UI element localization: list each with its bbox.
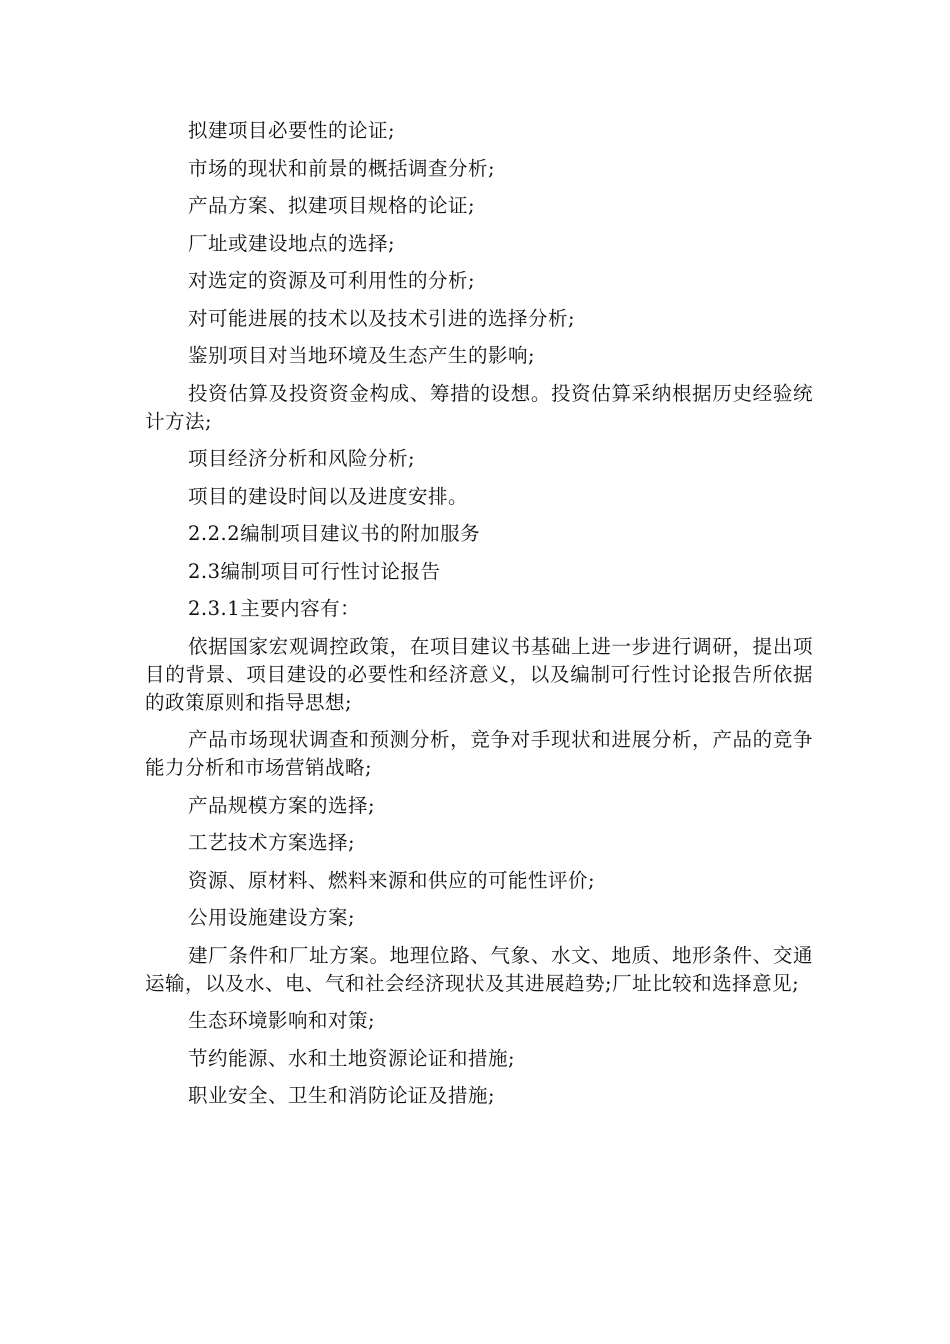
paragraph-raw-materials: 资源、原材料、燃料来源和供应的可能性评价; — [188, 868, 596, 892]
paragraph-public-facilities: 公用设施建设方案; — [188, 906, 356, 929]
paragraph-energy-saving: 节约能源、水和土地资源论证和措施; — [188, 1046, 516, 1070]
section-heading-2-3: 2.3编制项目可行性讨论报告 — [188, 559, 441, 583]
section-heading-2-3-1: 2.3.1主要内容有： — [188, 597, 361, 620]
document-body — [145, 117, 813, 1120]
paragraph-ecology: 生态环境影响和对策; — [188, 1009, 376, 1032]
paragraph-occupational-safety: 职业安全、卫生和消防论证及措施; — [188, 1084, 496, 1107]
paragraph-process-technology: 工艺技术方案选择; — [188, 831, 356, 854]
paragraph-policy-basis: 依据国家宏观调控政策，在项目建议书基础上进一步进行调研，提出项目的背景、项目建设的必要性和经济意义，以及编制可行性讨论报告所依据的政策原则和指导思想; — [145, 634, 813, 714]
paragraph-investment-estimate: 投资估算及投资资金构成、筹措的设想。投资估算采纳根据历史经验统计方法; — [145, 381, 813, 433]
paragraph-schedule: 项目的建设时间以及进度安排。 — [188, 484, 469, 508]
paragraph-necessity: 拟建项目必要性的论证; — [188, 119, 396, 142]
paragraph-resource-analysis: 对选定的资源及可利用性的分析; — [188, 269, 476, 292]
paragraph-technology-analysis: 对可能进展的技术以及技术引进的选择分析; — [188, 306, 576, 330]
paragraph-site-selection: 厂址或建设地点的选择; — [188, 231, 396, 255]
paragraph-plant-conditions: 建厂条件和厂址方案。地理位路、气象、水文、地质、地形条件、交通运输，以及水、电、气和社会经济现状及其进展趋势;厂址比较和选择意见; — [145, 943, 813, 995]
paragraph-scale-plan: 产品规模方案的选择; — [188, 793, 376, 817]
paragraph-economic-risk: 项目经济分析和风险分析; — [188, 447, 416, 470]
paragraph-market-survey: 市场的现状和前景的概括调查分析; — [188, 156, 496, 180]
paragraph-product-plan: 产品方案、拟建项目规格的论证; — [188, 194, 476, 217]
paragraph-environment-impact: 鉴别项目对当地环境及生态产生的影响; — [188, 344, 536, 367]
paragraph-market-forecast: 产品市场现状调查和预测分析，竞争对手现状和进展分析，产品的竞争能力分析和市场营销战略; — [145, 728, 813, 779]
section-heading-2-2-2: 2.2.2编制项目建议书的附加服务 — [188, 522, 481, 545]
